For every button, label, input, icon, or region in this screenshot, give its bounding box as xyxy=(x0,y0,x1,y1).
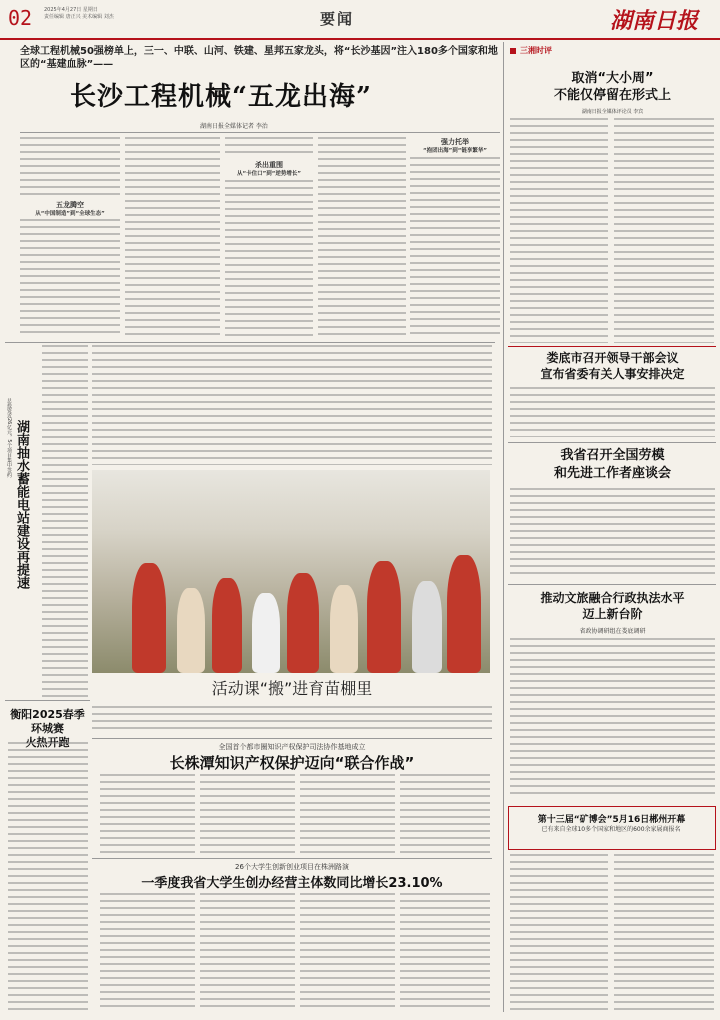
startup-text-1 xyxy=(100,893,195,1010)
culture-subhead: 省政协调研组在娄底调研 xyxy=(579,628,646,635)
ip-headline: 长株潭知识产权保护迈向“联合作战” xyxy=(169,754,415,772)
divider-hengyang xyxy=(5,700,90,701)
commentary-text-1 xyxy=(510,118,608,343)
top-story-kicker: 全球工程机械50强榜单上，三一、中联、山河、铁建、星邦五家龙头，将“长沙基因”注入180多个国家和地区的“基建血脉”—— xyxy=(20,46,498,70)
mining-text-1 xyxy=(510,854,608,1010)
person-figure xyxy=(252,593,280,673)
section-divider-mid xyxy=(5,342,495,343)
pumped-storage-headline: 湖南抽水蓄能电站建设再提速 xyxy=(14,420,29,589)
top-story-headline: 长沙工程机械“五龙出海” xyxy=(70,82,372,112)
editors-line: 责任编辑 唐正兴 美术编辑 刘杰 xyxy=(44,14,114,20)
person-figure xyxy=(447,555,481,673)
subhead-3b: “抱团出海”到“链享繁华” xyxy=(423,148,487,154)
article-text-col4 xyxy=(318,137,406,337)
top-story-byline: 湖南日报全媒体记者 李治 xyxy=(200,123,268,130)
commentary-text-2 xyxy=(614,118,714,343)
top-story-divider xyxy=(20,132,500,133)
labor-text xyxy=(510,488,715,578)
article-text-col5 xyxy=(410,157,500,337)
subhead-2b: 从“卡住口”到“逆势增长” xyxy=(237,171,301,177)
divider-ip xyxy=(92,738,492,739)
startup-headline: 一季度我省大学生创办经营主体数同比增长23.10% xyxy=(141,876,443,891)
text-above-photo xyxy=(92,345,492,465)
person-figure xyxy=(177,588,205,673)
news-photo xyxy=(92,470,490,673)
mining-subhead: 已有来自全球10多个国家和地区的600余家展商报名 xyxy=(541,826,681,833)
ip-kicker: 全国首个都市圈知识产权保护司法协作基地成立 xyxy=(218,743,366,751)
mining-headline: 第十三届“矿博会”5月16日郴州开幕 xyxy=(537,815,686,825)
startup-text-2 xyxy=(200,893,295,1010)
startup-kicker: 26个大学生创新创业项目在株洲路演 xyxy=(235,863,349,871)
date-line: 2025年4月27日 星期日 xyxy=(44,7,98,13)
commentary-byline: 湖南日报全媒体评论员 李宾 xyxy=(581,109,644,115)
divider-startup xyxy=(92,858,492,859)
page-number: 02 xyxy=(8,6,33,30)
person-figure xyxy=(412,581,442,673)
page-header xyxy=(0,0,720,40)
commentary-tag: 三湘时评 xyxy=(520,46,552,55)
person-figure xyxy=(367,561,401,673)
article-text-col1b xyxy=(20,219,120,334)
photo-caption-text xyxy=(92,706,492,734)
loudi-headline: 娄底市召开领导干部会议 宣布省委有关人事安排决定 xyxy=(540,351,685,381)
ip-text-3 xyxy=(300,774,395,854)
newspaper-logo: 湖南日报 xyxy=(610,8,699,34)
article-text-col1a xyxy=(20,137,120,197)
mining-text-2 xyxy=(614,854,714,1010)
person-figure xyxy=(132,563,166,673)
hengyang-headline: 衡阳2025春季环城赛 火热开跑 xyxy=(10,708,85,749)
divider-loudi xyxy=(508,346,716,347)
divider-labor xyxy=(508,442,716,443)
article-text-col2 xyxy=(125,137,220,337)
article-text-col3b xyxy=(225,180,313,337)
commentary-marker-icon xyxy=(510,48,516,54)
commentary-headline: 取消“大小周” 不能仅停留在形式上 xyxy=(553,71,671,103)
subhead-2: 杀出重围 xyxy=(255,161,283,169)
person-figure xyxy=(330,585,358,673)
person-figure xyxy=(212,578,242,673)
ip-text-1 xyxy=(100,774,195,854)
pumped-storage-subhead: 总投资近26亿元，5个项目集中签约 xyxy=(6,398,12,478)
labor-headline: 我省召开全国劳模 和先进工作者座谈会 xyxy=(553,448,671,481)
culture-text xyxy=(510,638,715,798)
culture-headline: 推动文旅融合行政执法水平 迈上新台阶 xyxy=(540,591,685,621)
startup-text-3 xyxy=(300,893,395,1010)
person-figure xyxy=(287,573,319,673)
column-divider-right xyxy=(503,42,504,1012)
ip-text-2 xyxy=(200,774,295,854)
article-text-col3a xyxy=(225,137,313,157)
startup-text-4 xyxy=(400,893,490,1010)
hengyang-text xyxy=(8,742,88,1010)
issue-date xyxy=(44,7,144,21)
pumped-storage-text xyxy=(42,345,88,697)
photo-caption: 活动课“搬”进育苗棚里 xyxy=(211,679,373,698)
subhead-3: 强力托举 xyxy=(441,138,469,146)
subhead-1b: 从“中国制造”到“全球生态” xyxy=(35,211,105,217)
ip-text-4 xyxy=(400,774,490,854)
section-title: 要闻 xyxy=(320,10,355,28)
subhead-1: 五龙腾空 xyxy=(56,201,84,209)
loudi-text xyxy=(510,387,715,437)
divider-culture xyxy=(508,584,716,585)
